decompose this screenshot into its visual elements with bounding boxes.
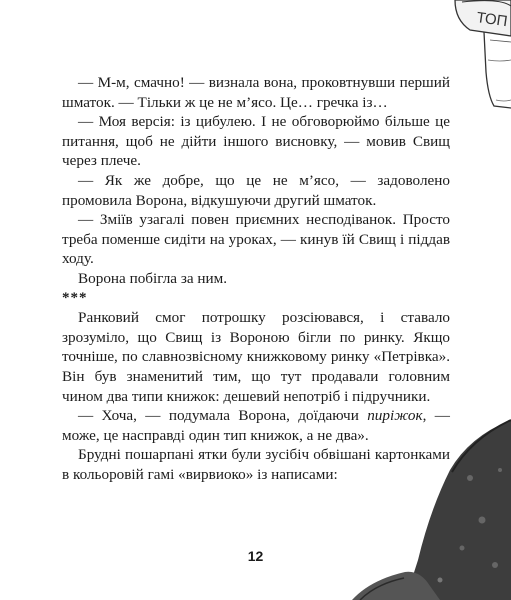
paragraph-1: — М-м, смачно! — визнала вона, проковтнувши перший шматок. — Тільки ж це не м’ясо. Це… гречка із… [62,74,450,111]
paragraph-3: — Як же добре, що це не м’ясо, — задоволено промовила Ворона, відкушуючи другий шматок. [62,171,450,209]
dialogue-before: — Хоча, — подумала Ворона, доїдаючи [78,407,368,425]
paragraph-8: Брудні пошарпані ятки були зусібіч обвішані картонками в кольоровій гамі «вирвиоко» із написами: [62,446,450,483]
paragraph-5: Ворона побігла за ним. [78,269,228,287]
paragraph-2: — Моя версія: із цибулею. І не обговорюймо більше це питання, щоб не дійти іншого висновку, — мовив Свищ через плече. [62,113,450,170]
main-text [62,73,450,484]
sign-illustration [455,0,511,108]
paragraph-6: Ранковий смог потрошку розсіювався, і ставало зрозуміло, що Свищ із Вороною бігли по ринку. Якщо точніше, по славнозвісному книжковому ринку «Петрівка». Він був знаменитий тим, що тут продавали головним чином два типи книжок: дешевий непотріб і підручники. [62,309,450,405]
dialogue-emphasis: пиріжок [367,407,423,425]
paragraph-4: — Зміїв узагалі повен приємних несподіванок. Просто треба поменше сидіти на уроках, — кинув їй Свищ і піддав ходу. [62,211,450,268]
dialogue-after: , — може, це насправді один тип книжок, а не два». [62,407,450,444]
page-number: 12 [247,548,264,564]
sign-text: ТОП [475,9,509,31]
paragraph-7 [62,406,450,445]
section-separator: *** [62,289,88,306]
